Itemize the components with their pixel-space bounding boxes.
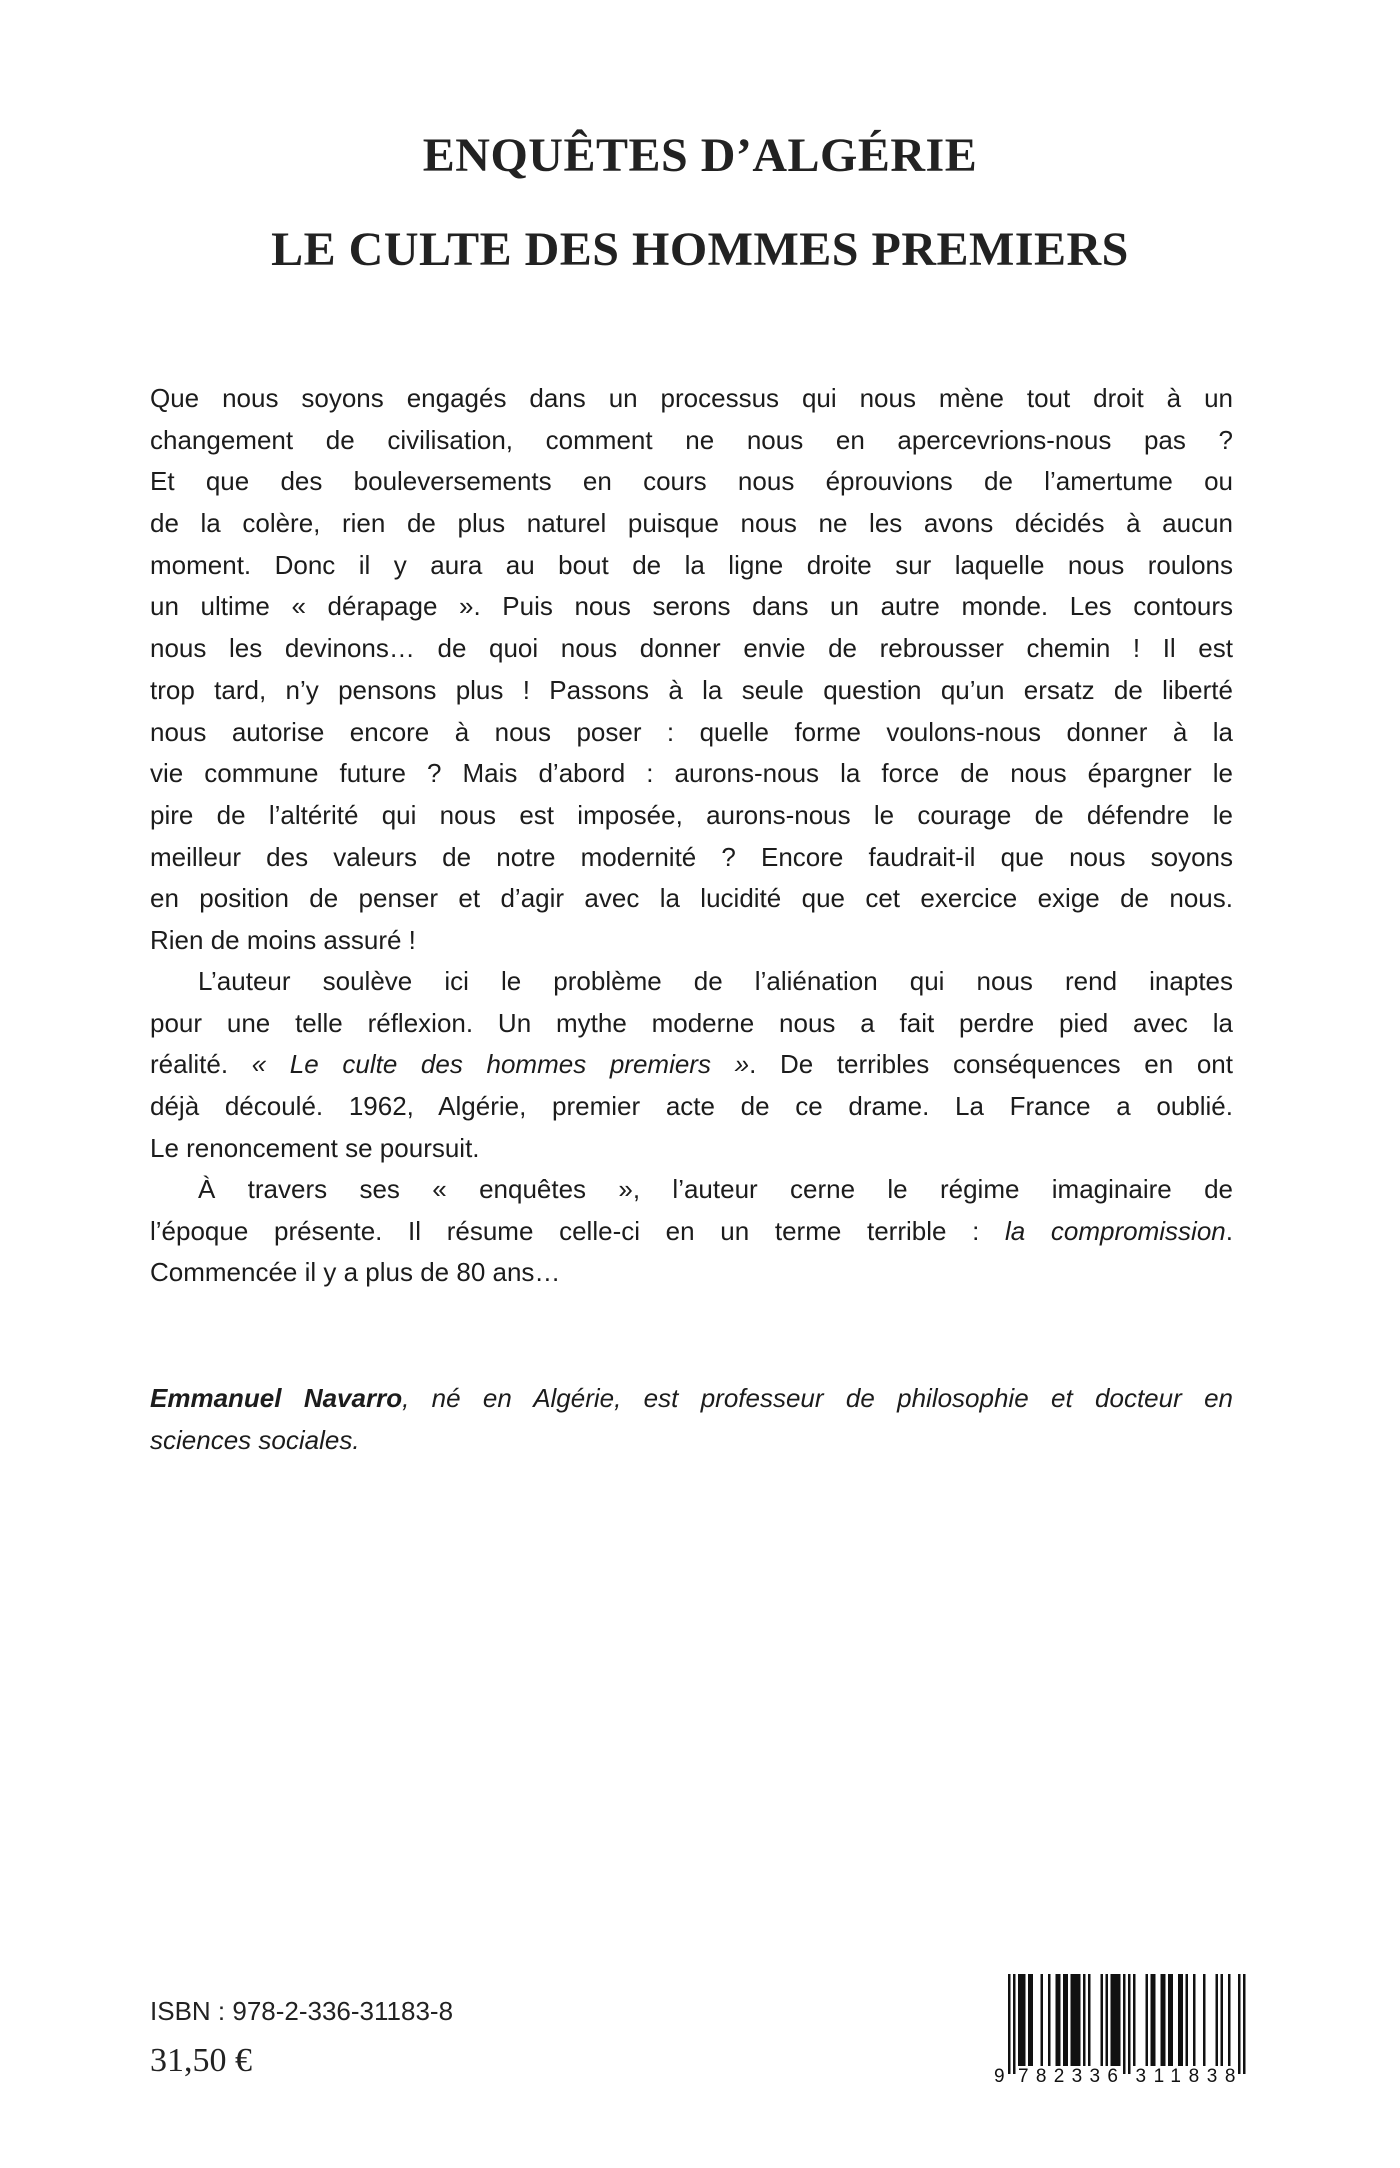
text-segment: vie commune future ? Mais d’abord : aurons-nous la force de nous épargner le: [150, 758, 1233, 789]
book-title: ENQUÊTES D’ALGÉRIE: [422, 129, 978, 182]
text-segment: de la colère, rien de plus naturel puisque nous ne les avons décidés à aucun: [150, 508, 1233, 539]
barcode-bar: [1216, 1974, 1219, 2066]
barcode-bar: [1058, 1974, 1061, 2066]
barcode-bar: [1041, 1974, 1044, 2066]
text-segment: déjà découlé. 1962, Algérie, premier acte de ce drame. La France a oublié.: [150, 1091, 1233, 1122]
barcode-digits: 9: [994, 2066, 1005, 2087]
barcode-bar: [1028, 1974, 1031, 2066]
text-segment: nous les devinons… de quoi nous donner envie de rebrousser chemin ! Il est: [150, 633, 1233, 664]
barcode-bar: [1063, 1974, 1066, 2066]
barcode-bar: [1163, 1974, 1166, 2066]
barcode-bar: [1171, 1974, 1174, 2066]
text-segment: À travers ses « enquêtes », l’auteur cerne le régime imaginaire de: [198, 1174, 1233, 1204]
text-segment: . De terribles conséquences en ont: [749, 1049, 1233, 1080]
barcode-bar: [1221, 1974, 1224, 2066]
text-line: [150, 837, 1233, 879]
barcode-bar: [1153, 1974, 1156, 2066]
barcode-bar: [1066, 1974, 1069, 2066]
italic-text: la compromission: [1005, 1215, 1226, 1246]
author-bio-text-2: sciences sociales.: [150, 1424, 360, 1455]
author-name: Emmanuel Navarro: [150, 1383, 403, 1413]
barcode-bar: [1203, 1974, 1206, 2066]
barcode-bar: [1123, 1974, 1126, 2074]
barcode-bar: [1118, 1974, 1121, 2066]
text-segment: Commencée il y a plus de 80 ans…: [150, 1257, 561, 1288]
barcode-bar: [1151, 1974, 1154, 2066]
text-line: [150, 1044, 1233, 1086]
barcode-digits: 782336: [1018, 2066, 1118, 2087]
text-line: [150, 712, 1233, 754]
barcode-bar: [1106, 1974, 1109, 2066]
barcode-bar: [1023, 1974, 1026, 2066]
text-segment: pire de l’altérité qui nous est imposée, aurons-nous le courage de défendre le: [150, 799, 1233, 830]
barcode-bar: [1076, 1974, 1079, 2066]
barcode-bar: [1031, 1974, 1034, 2066]
text-line: [150, 1086, 1233, 1128]
text-segment: Rien de moins assuré !: [150, 924, 416, 955]
barcode-bar: [1238, 1974, 1241, 2074]
author-bio: [150, 1378, 1233, 1461]
blurb-paragraph-1: [150, 378, 1233, 962]
text-segment: pour une telle réflexion. Un mythe moderne nous a fait perdre pied avec la: [150, 1007, 1233, 1038]
text-segment: nous autorise encore à nous poser : quelle forme voulons-nous donner à la: [150, 716, 1233, 747]
barcode-bar: [1008, 1974, 1011, 2074]
text-line: [150, 503, 1233, 545]
text-segment: un ultime « dérapage ». Puis nous serons dans un autre monde. Les contours: [150, 591, 1233, 622]
text-line: [150, 1211, 1233, 1253]
barcode-bar: [1243, 1974, 1246, 2074]
barcode-bar: [1021, 1974, 1024, 2066]
barcode-bar: [1228, 1974, 1231, 2066]
text-segment: en position de penser et d’agir avec la lucidité que cet exercice exige de nous.: [150, 883, 1233, 914]
barcode-bar: [1128, 1974, 1131, 2074]
text-segment: .: [1225, 1215, 1233, 1246]
text-segment: trop tard, n’y pensons plus ! Passons à la seule question qu’un ersatz de liberté: [150, 674, 1233, 705]
text-segment: Le renoncement se poursuit.: [150, 1132, 480, 1163]
barcode-bar: [1186, 1974, 1189, 2066]
barcode-bar: [1013, 1974, 1016, 2074]
text-line: [150, 670, 1233, 712]
barcode-bar: [1111, 1974, 1114, 2066]
barcode-bar: [1018, 1974, 1021, 2066]
text-line: [150, 753, 1233, 795]
text-line: [150, 461, 1233, 503]
text-line: [150, 795, 1233, 837]
text-line: [150, 1169, 1233, 1211]
barcode-digits: 311838: [1135, 2066, 1236, 2087]
price: 31,50 €: [150, 2042, 252, 2079]
barcode-bar: [1146, 1974, 1149, 2066]
barcode-bar: [1161, 1974, 1164, 2066]
barcode-bar: [1178, 1974, 1181, 2066]
barcode-bar: [1168, 1974, 1171, 2066]
barcode: [990, 1968, 1252, 2088]
blurb-paragraph-3: [150, 1169, 1233, 1294]
text-line: [150, 545, 1233, 587]
text-line: [150, 961, 1233, 1003]
text-line: [150, 420, 1233, 462]
text-line: [150, 920, 1233, 962]
text-line: [150, 378, 1233, 420]
isbn: ISBN : 978-2-336-31183-8: [150, 1996, 454, 2026]
text-segment: meilleur des valeurs de notre modernité ? Encore faudrait-il que nous soyons: [150, 841, 1233, 872]
text-line: [150, 1128, 1233, 1170]
barcode-bar: [1181, 1974, 1184, 2066]
text-segment: moment. Donc il y aura au bout de la ligne droite sur laquelle nous roulons: [150, 549, 1233, 580]
barcode-bar: [1056, 1974, 1059, 2066]
text-line: [150, 1252, 1233, 1294]
text-segment: Que nous soyons engagés dans un processus qui nous mène tout droit à un: [150, 383, 1233, 413]
text-segment: L’auteur soulève ici le problème de l’aliénation qui nous rend inaptes: [198, 966, 1233, 996]
barcode-bar: [1193, 1974, 1196, 2066]
barcode-bar: [1133, 1974, 1136, 2066]
barcode-bar: [1071, 1974, 1074, 2066]
book-subtitle: LE CULTE DES HOMMES PREMIERS: [271, 223, 1129, 276]
author-bio-text: , né en Algérie, est professeur de philosophie et docteur en: [402, 1383, 1233, 1413]
text-line: [150, 586, 1233, 628]
barcode-bar: [1073, 1974, 1076, 2066]
barcode-bar: [1078, 1974, 1081, 2066]
text-line: [150, 628, 1233, 670]
text-segment: Et que des bouleversements en cours nous éprouvions de l’amertume ou: [150, 466, 1233, 497]
blurb-paragraph-2: [150, 961, 1233, 1169]
barcode-bar: [1048, 1974, 1051, 2066]
text-line: [150, 1003, 1233, 1045]
barcode-bar: [1116, 1974, 1119, 2066]
barcode-bar: [1101, 1974, 1104, 2066]
text-segment: changement de civilisation, comment ne nous en apercevrions-nous pas ?: [150, 424, 1233, 455]
text-line: [150, 878, 1233, 920]
barcode-bar: [1088, 1974, 1091, 2066]
barcode-bar: [1113, 1974, 1116, 2066]
text-segment: réalité.: [150, 1049, 252, 1080]
italic-text: « Le culte des hommes premiers »: [251, 1049, 750, 1080]
text-segment: l’époque présente. Il résume celle-ci en un terme terrible :: [150, 1215, 1006, 1246]
barcode-bar: [1083, 1974, 1086, 2066]
